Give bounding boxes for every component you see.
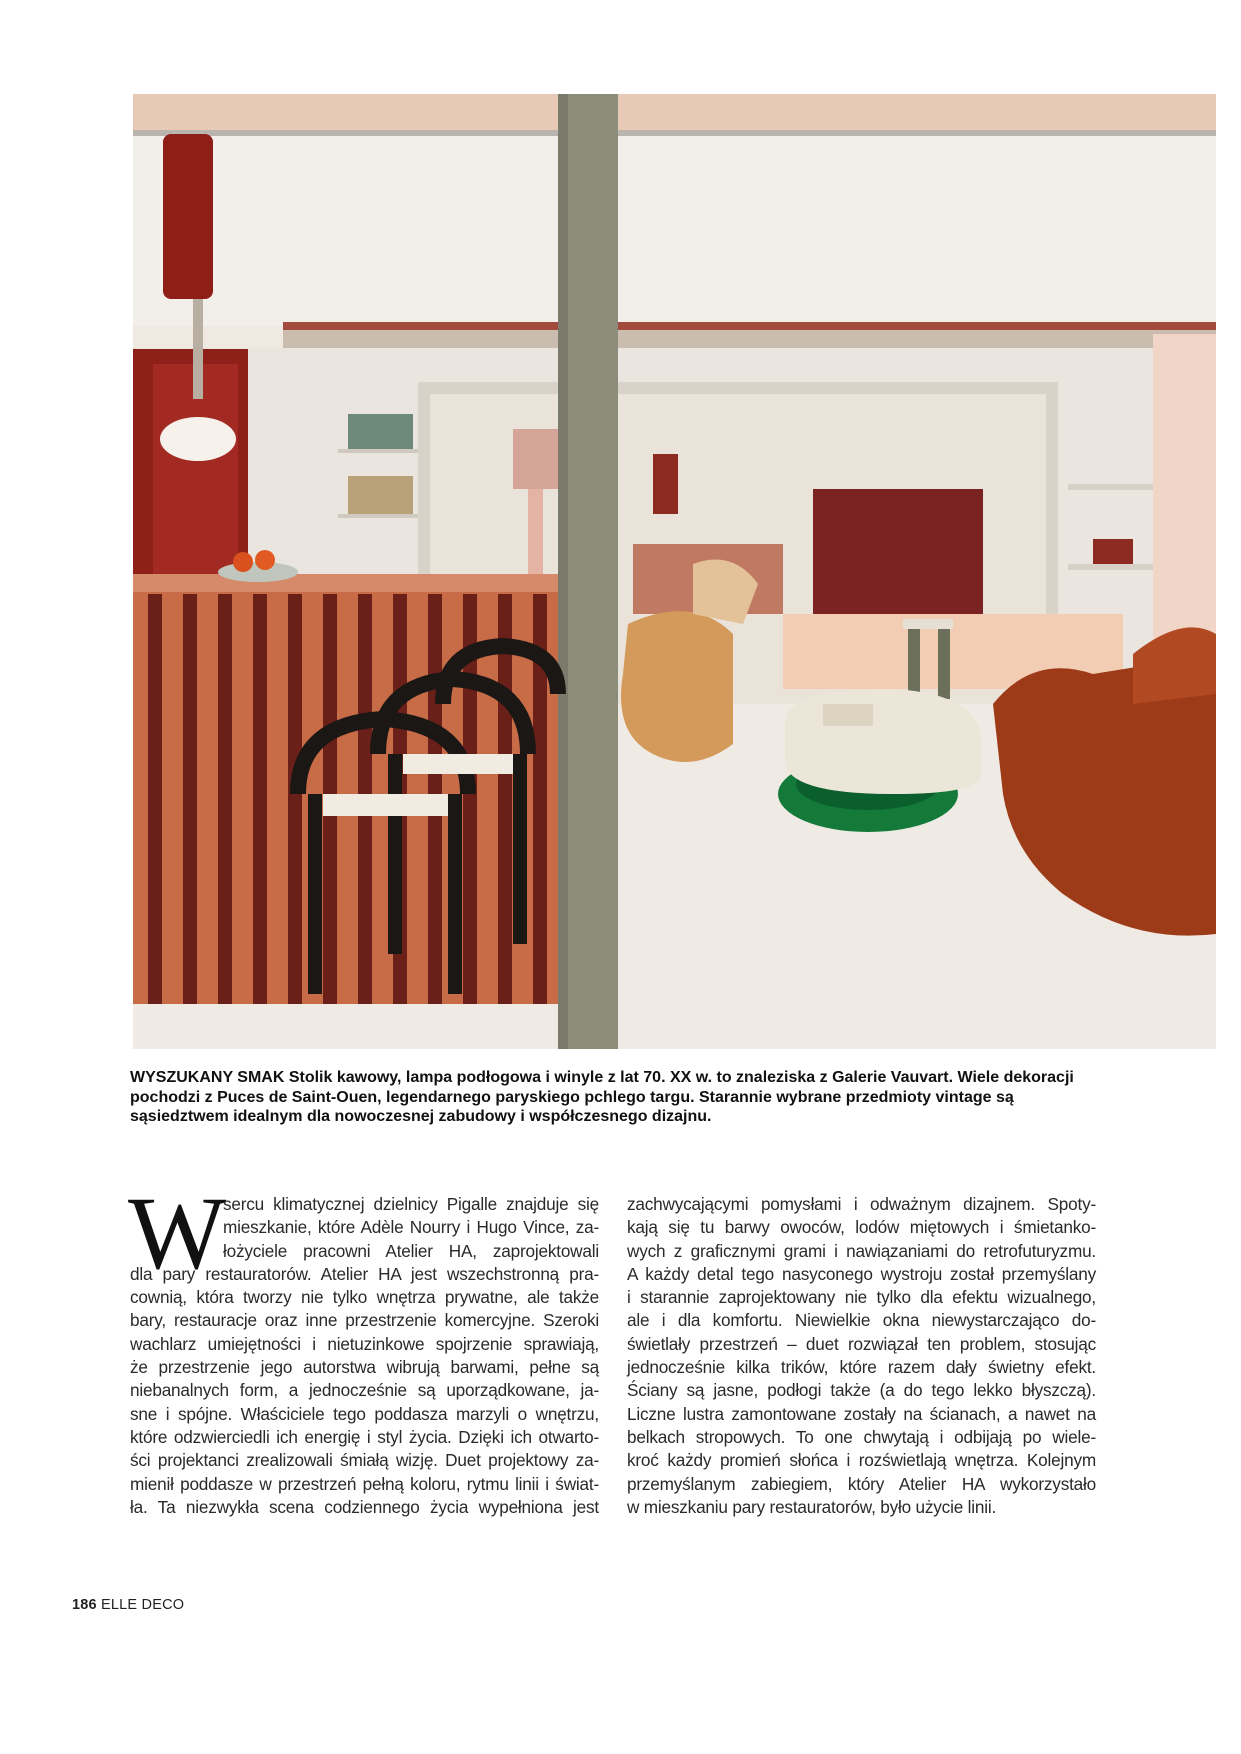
drop-cap: W (128, 1176, 223, 1291)
photo-caption (130, 1068, 1090, 1127)
article-column-2 (627, 1193, 1096, 1519)
interior-illustration (133, 94, 1216, 1049)
article-line: i starannie zaprojektowany nie tylko dla efektu wizualnego, (627, 1287, 1096, 1308)
magazine-name: ELLE DECO (101, 1597, 185, 1613)
article-line: ła. Ta niezwykła scena codziennego życia wypełniona jest (130, 1496, 599, 1517)
page-footer (72, 1597, 184, 1613)
article-line: które odzwierciedli ich energię i styl życia. Dzięki ich otwarto- (130, 1426, 599, 1447)
article-line: ści projektanci zrealizowali śmiałą wizję. Duet projektowy za- (130, 1450, 599, 1471)
article-line: wachlarz umiejętności i nietuzinkowe spojrzenie sprawiają, (130, 1333, 599, 1354)
article-line: kają się tu barwy owoców, lodów miętowych i śmietanko- (627, 1217, 1096, 1238)
article-line: w mieszkaniu pary restauratorów, było użycie linii. (627, 1496, 997, 1517)
caption-lead: WYSZUKANY SMAK (130, 1069, 285, 1086)
article-line: mieszkanie, które Adèle Nourry i Hugo Vince, za- (223, 1217, 599, 1238)
caption-text: Stolik kawowy, lampa podłogowa i winyle z lat 70. XX w. to znaleziska z Galerie Vauvart. Wiele dekoracji pochodzi z Puces de Saint-Ouen, legendarnego paryskiego pchlego targu. Starannie wybrane przedmioty vintage są sąsiedztwem idealnym dla nowoczesnej zabudowy i współczesnego dizajnu. (130, 1069, 1074, 1125)
article-line: belkach stropowych. To one chwytają i odbijają po wiele- (627, 1426, 1096, 1447)
article-line: przemyślanym zabiegiem, który Atelier HA wykorzystało (627, 1473, 1096, 1494)
article-line: bary, restauracje oraz inne przestrzenie komercyjne. Szeroki (130, 1310, 599, 1331)
article-line: zachwycającymi pomysłami i odważnym dizajnem. Spoty- (627, 1194, 1096, 1214)
article-line: jednocześnie kilka trików, które razem dały świetny efekt. (627, 1357, 1096, 1378)
article-line: świetlały przestrzeń – duet rozwiązał ten problem, stosując (627, 1333, 1096, 1354)
article-line: A każdy detal tego nasyconego wystroju został przemyślany (627, 1263, 1096, 1284)
page-number: 186 (72, 1597, 97, 1613)
article-line: Ściany są jasne, podłogi także (a do tego lekko błyszczą). (627, 1380, 1096, 1401)
article-line: dla pary restauratorów. Atelier HA jest wszechstronną pra- (130, 1263, 599, 1284)
article-line: mienił poddasze w przestrzeń pełną koloru, rytmu linii i świat- (130, 1473, 599, 1494)
article-line: wych z graficznymi grami i nawiązaniami do retrofuturyzmu. (627, 1240, 1096, 1261)
article-line: sercu klimatycznej dzielnicy Pigalle znajduje się (223, 1194, 599, 1214)
article-line: że przestrzenie jego autorstwa wibrują barwami, pełne są (130, 1357, 599, 1378)
article-line: ale i dla komfortu. Niewielkie okna niewystarczająco do- (627, 1310, 1096, 1331)
article-line: niebanalnych form, a jednocześnie są uporządkowane, ja- (130, 1380, 599, 1401)
article-line: kroć każdy promień słońca i rozświetlają wnętrza. Kolejnym (627, 1450, 1096, 1471)
article-line: sne i spójne. Właściciele tego poddasza marzyli o wnętrzu, (130, 1403, 599, 1424)
article-column-1 (130, 1193, 599, 1519)
article-line: Liczne lustra zamontowane zostały na ścianach, a nawet na (627, 1403, 1096, 1424)
article-line: cownią, która tworzy nie tylko wnętrza prywatne, ale także (130, 1287, 599, 1308)
interior-photo (133, 94, 1216, 1049)
article-line: łożyciele pracowni Atelier HA, zaprojektowali (223, 1240, 599, 1261)
